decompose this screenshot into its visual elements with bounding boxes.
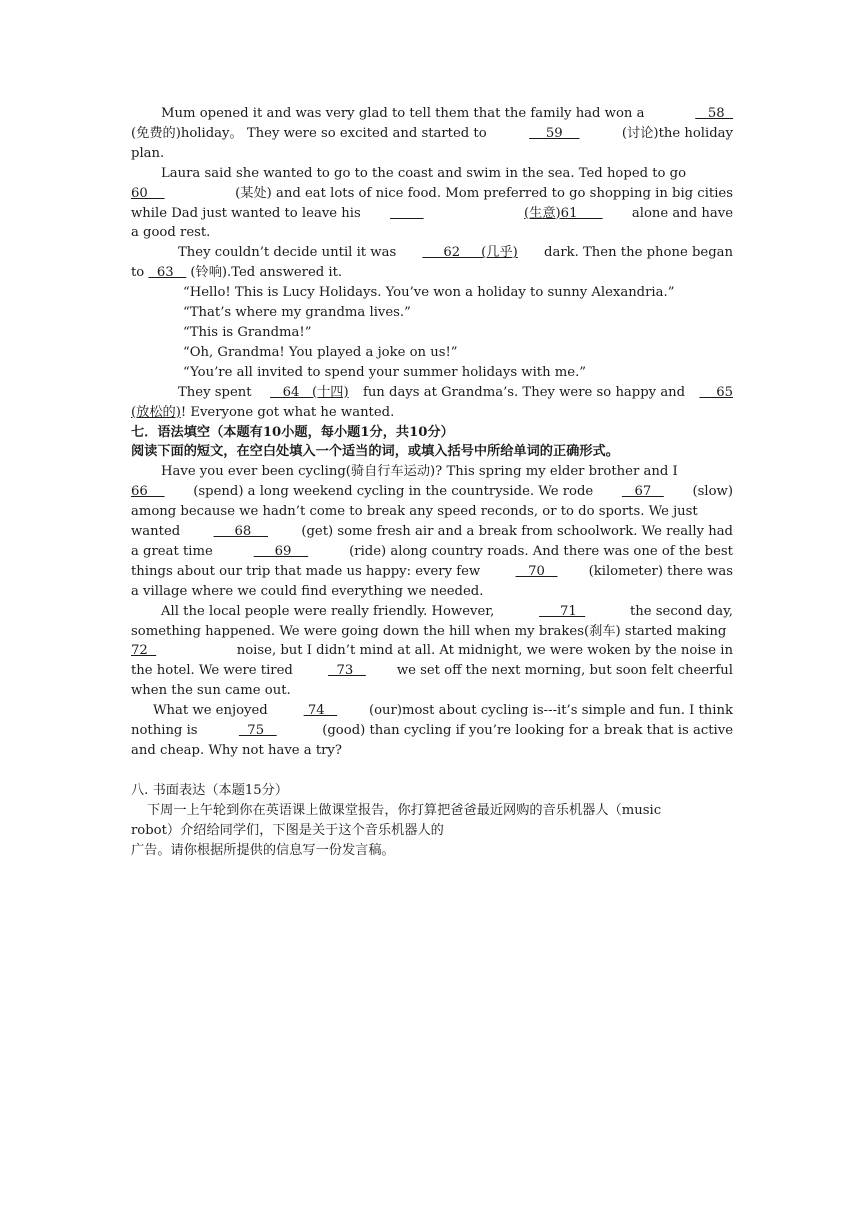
blank-73[interactable]: 73 xyxy=(328,663,366,679)
blank-72[interactable]: 72 xyxy=(131,643,157,659)
passage-line xyxy=(131,542,733,562)
instruction-text: 阅读下面的短文，在空白处填入一个适当的词，或填入括号中所给单词的正确形式。 xyxy=(131,444,619,460)
passage-line xyxy=(131,681,733,701)
heading-text: 七．语法填空（本题有10小题，每小题1分，共10分） xyxy=(131,424,454,440)
blank-60[interactable]: 60 xyxy=(131,185,165,201)
text: the hotel. We were tired xyxy=(131,663,298,679)
passage-line xyxy=(131,602,733,622)
passage-line xyxy=(131,562,733,582)
passage-line xyxy=(131,124,733,144)
passage-line xyxy=(131,383,733,403)
text: ! Everyone got what he wanted. xyxy=(180,404,395,420)
passage-line xyxy=(131,701,733,721)
text: Have you ever been cycling(骑自行车运动)? This spring my elder brother and I xyxy=(161,464,678,480)
blank-61a[interactable] xyxy=(390,204,424,224)
passage-line xyxy=(131,801,733,821)
text: while Dad just wanted to leave his xyxy=(131,205,361,221)
blank-63[interactable]: 63 xyxy=(148,265,187,281)
passage-line xyxy=(131,164,733,184)
passage-line xyxy=(131,243,733,263)
text: dark. Then the phone began xyxy=(544,245,733,261)
blank-59[interactable]: 59 xyxy=(529,125,580,141)
blank-61[interactable]: (生意)61 xyxy=(524,205,603,221)
blank-71[interactable]: 71 xyxy=(539,603,586,619)
text: robot）介绍给同学们，下图是关于这个音乐机器人的 xyxy=(131,822,444,838)
text: (spend) a long weekend cycling in the countryside. We rode xyxy=(193,484,594,500)
passage-line xyxy=(131,184,733,204)
text: (slow) xyxy=(692,484,733,500)
text: things about our trip that made us happy: every few xyxy=(131,563,485,579)
text: (铃响).Ted answered it. xyxy=(186,265,343,281)
dialogue-line xyxy=(131,283,733,303)
passage-line xyxy=(131,204,733,224)
text: 下周一上午轮到你在英语课上做课堂报告，你打算把爸爸最近网购的音乐机器人（music xyxy=(147,802,662,818)
passage-line xyxy=(131,622,733,642)
blank-66[interactable]: 66 xyxy=(131,484,165,500)
text: to xyxy=(131,265,149,281)
text: among because we hadn’t come to break any speed reconds, or to do sports. We just xyxy=(131,504,698,520)
blank-70[interactable]: 70 xyxy=(515,563,558,579)
passage-line xyxy=(131,482,733,502)
dialogue-line xyxy=(131,343,733,363)
text: something happened. We were going down the hill when my brakes(刹车) started making xyxy=(131,623,727,639)
text: nothing is xyxy=(131,723,198,739)
passage-line xyxy=(131,841,733,861)
text: a good rest. xyxy=(131,225,211,241)
passage-line xyxy=(131,223,733,243)
passage-line xyxy=(131,661,733,681)
passage-line xyxy=(131,263,733,283)
section-heading xyxy=(131,423,733,443)
text: (讨论)the holiday xyxy=(621,125,733,141)
text: wanted xyxy=(131,524,181,540)
blank-68[interactable]: 68 xyxy=(213,524,269,540)
text: (某处) and eat lots of nice food. Mom preferred to go shopping in big cities xyxy=(235,185,733,201)
text: alone and have xyxy=(631,205,733,221)
text: (ride) along country roads. And there was one of the best xyxy=(349,543,733,559)
text: “Oh, Grandma! You played a joke on us!” xyxy=(183,344,458,360)
passage-line xyxy=(131,144,733,164)
passage-line xyxy=(131,641,733,661)
text: (get) some fresh air and a break from schoolwork. We really had xyxy=(301,524,733,540)
dialogue-line xyxy=(131,363,733,383)
section-heading xyxy=(131,781,733,801)
text: All the local people were really friendly. However, xyxy=(161,603,495,619)
blank-62[interactable]: 62 (几乎) xyxy=(422,245,518,261)
text: Laura said she wanted to go to the coast and swim in the sea. Ted hoped to go xyxy=(161,165,687,181)
blank-65[interactable]: 65 xyxy=(699,384,733,400)
text: (good) than cycling if you’re looking for a break that is active xyxy=(318,723,733,739)
text: 广告。请你根据所提供的信息写一份发言稿。 xyxy=(131,842,395,858)
passage-line xyxy=(131,462,733,482)
spacer xyxy=(131,761,733,781)
blank-58[interactable]: 58 xyxy=(695,106,733,121)
text: we set off the next morning, but soon felt cheerful xyxy=(396,663,733,679)
passage-line xyxy=(131,403,733,423)
blank-67[interactable]: 67 xyxy=(621,484,664,500)
blank-65-hint: (放松的) xyxy=(131,404,181,420)
text: noise, but I didn’t mind at all. At midnight, we were woken by the noise in xyxy=(236,643,733,659)
passage-line xyxy=(131,502,733,522)
section-instruction xyxy=(131,442,733,462)
text: (our)most about cycling is---it’s simple and fun. I think xyxy=(368,703,733,719)
dialogue-line xyxy=(131,303,733,323)
heading-text: 八. 书面表达（本题15分） xyxy=(131,782,289,798)
passage-line xyxy=(131,104,733,124)
text: the second day, xyxy=(629,603,733,619)
text: (kilometer) there was xyxy=(588,563,733,579)
text: when the sun came out. xyxy=(131,683,291,699)
passage-line xyxy=(131,741,733,761)
blank-75[interactable]: 75 xyxy=(238,723,277,739)
text: “This is Grandma!” xyxy=(183,324,312,340)
text: “Hello! This is Lucy Holidays. You’ve won a holiday to sunny Alexandria.” xyxy=(183,285,675,301)
blank-74[interactable]: 74 xyxy=(303,703,338,719)
exam-page xyxy=(131,104,733,860)
spacer xyxy=(453,204,495,224)
passage-line xyxy=(131,821,733,841)
text: “That’s where my grandma lives.” xyxy=(183,305,411,321)
text: and cheap. Why not have a try? xyxy=(131,743,342,758)
text: (免费的)holiday。 They were so excited and started to xyxy=(131,125,487,141)
blank-69[interactable]: 69 xyxy=(253,543,309,559)
text: plan. xyxy=(131,145,165,161)
passage-line xyxy=(131,522,733,542)
text: fun days at Grandma’s. They were so happy and xyxy=(362,384,686,400)
text: They couldn’t decide until it was xyxy=(178,245,397,261)
text: a great time xyxy=(131,543,213,559)
text: Mum opened it and was very glad to tell them that the family had won a xyxy=(161,106,645,121)
passage-line xyxy=(131,582,733,602)
passage-line xyxy=(131,721,733,741)
text: “You’re all invited to spend your summer holidays with me.” xyxy=(183,364,587,380)
blank-64[interactable]: 64 (十四) xyxy=(270,384,349,400)
dialogue-line xyxy=(131,323,733,343)
text: What we enjoyed xyxy=(153,703,272,719)
text: a village where we could find everything we needed. xyxy=(131,583,484,599)
text: They spent xyxy=(178,384,256,400)
